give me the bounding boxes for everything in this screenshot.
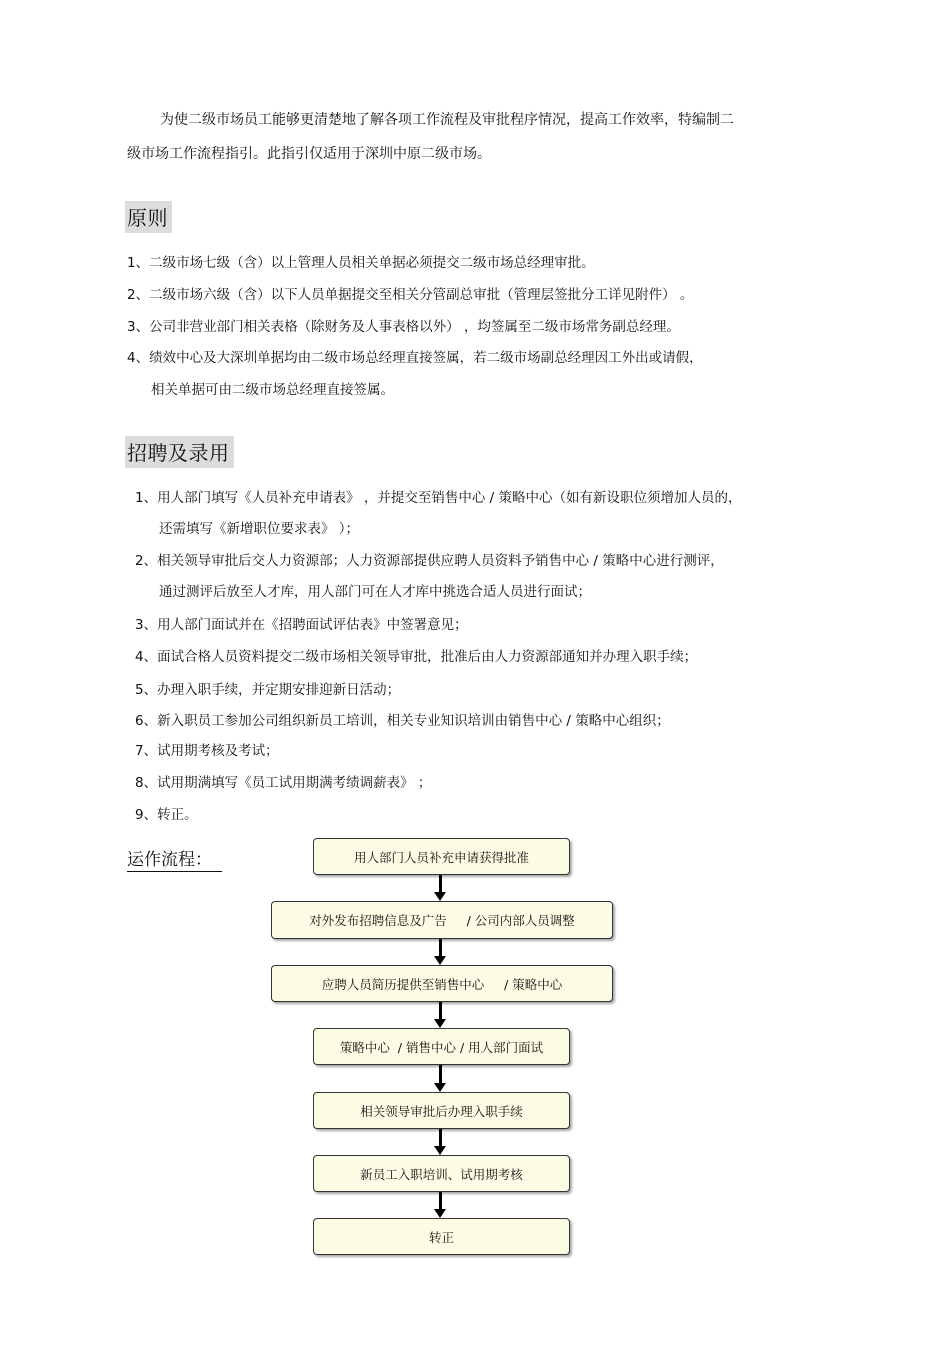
flow-arrow	[439, 1002, 442, 1022]
principle-item	[127, 346, 703, 366]
item-text: 转正。	[157, 807, 198, 823]
recruitment-item	[159, 517, 359, 537]
flow-arrow	[439, 1192, 442, 1212]
flow-step: 策略中心 / 销售中心 / 用人部门面试	[313, 1028, 570, 1065]
recruitment-heading: 招聘及录用	[125, 436, 234, 468]
item-number: 8、	[135, 775, 158, 791]
recruitment-item	[135, 486, 742, 506]
item-number: 9、	[135, 807, 158, 823]
item-text: 用人部门填写《人员补充申请表》 ，并提交至销售中心 / 策略中心（如有新设职位须增加人员的，	[157, 490, 742, 506]
flow-step: 用人部门人员补充申请获得批准	[313, 838, 570, 875]
item-number: 2、	[135, 553, 158, 569]
flow-arrow	[439, 1129, 442, 1149]
flow-arrow	[439, 875, 442, 895]
item-number: 3、	[135, 617, 158, 633]
recruitment-item	[135, 613, 468, 633]
item-text: 相关单据可由二级市场总经理直接签属。	[151, 382, 394, 398]
flow-step: 对外发布招聘信息及广告 / 公司内部人员调整	[271, 901, 613, 939]
recruitment-item	[135, 645, 697, 665]
item-text: 用人部门面试并在《招聘面试评估表》中签署意见；	[157, 617, 468, 633]
item-text: 试用期满填写《员工试用期满考绩调薪表》 ；	[157, 775, 432, 791]
recruitment-item	[159, 580, 591, 600]
item-text: 二级市场七级（含）以上管理人员相关单据必须提交二级市场总经理审批。	[149, 255, 595, 271]
principle-item	[127, 315, 680, 335]
flow-step: 转正	[313, 1218, 570, 1255]
item-text: 相关领导审批后交人力资源部；人力资源部提供应聘人员资料予销售中心 / 策略中心进行测评，	[157, 553, 724, 569]
item-number: 5、	[135, 682, 158, 698]
item-text: 试用期考核及考试；	[157, 743, 279, 759]
item-text: 二级市场六级（含）以下人员单据提交至相关分管副总审批（管理层签批分工详见附件） 。	[149, 287, 694, 303]
item-number: 4、	[127, 350, 150, 366]
flow-step: 相关领导审批后办理入职手续	[313, 1092, 570, 1129]
item-number: 4、	[135, 649, 158, 665]
item-number: 6、	[135, 713, 158, 729]
recruitment-item	[135, 803, 198, 823]
item-text: 新入职员工参加公司组织新员工培训，相关专业知识培训由销售中心 / 策略中心组织；	[157, 713, 670, 729]
item-text: 还需填写《新增职位要求表》 ）；	[159, 521, 360, 537]
item-number: 7、	[135, 743, 158, 759]
principle-item	[151, 378, 394, 398]
item-number: 1、	[127, 255, 150, 271]
recruitment-item	[135, 549, 724, 569]
flow-arrow	[439, 939, 442, 959]
flow-arrow	[439, 1065, 442, 1086]
item-number: 1、	[135, 490, 158, 506]
intro-line-1: 为使二级市场员工能够更清楚地了解各项工作流程及审批程序情况，提高工作效率，特编制二	[160, 112, 734, 128]
intro-line-2: 级市场工作流程指引。此指引仅适用于深圳中原二级市场。	[127, 146, 491, 162]
flow-step: 新员工入职培训、试用期考核	[313, 1155, 570, 1192]
item-text: 办理入职手续，并定期安排迎新日活动；	[157, 682, 401, 698]
recruitment-item	[135, 771, 431, 791]
principle-item	[127, 251, 595, 271]
principles-heading: 原则	[125, 201, 172, 233]
recruitment-item	[135, 709, 670, 729]
item-text: 通过测评后放至人才库，用人部门可在人才库中挑选合适人员进行面试；	[159, 584, 591, 600]
item-text: 面试合格人员资料提交二级市场相关领导审批，批准后由人力资源部通知并办理入职手续；	[157, 649, 698, 665]
principle-item	[127, 283, 693, 303]
flow-title: 运作流程：	[127, 845, 222, 872]
item-text: 绩效中心及大深圳单据均由二级市场总经理直接签属，若二级市场副总经理因工外出或请假，	[149, 350, 703, 366]
item-text: 公司非营业部门相关表格（除财务及人事表格以外） ，均签属至二级市场常务副总经理。	[149, 319, 680, 335]
item-number: 3、	[127, 319, 150, 335]
flow-step: 应聘人员简历提供至销售中心 / 策略中心	[271, 965, 613, 1002]
recruitment-item	[135, 739, 279, 759]
recruitment-item	[135, 678, 400, 698]
item-number: 2、	[127, 287, 150, 303]
